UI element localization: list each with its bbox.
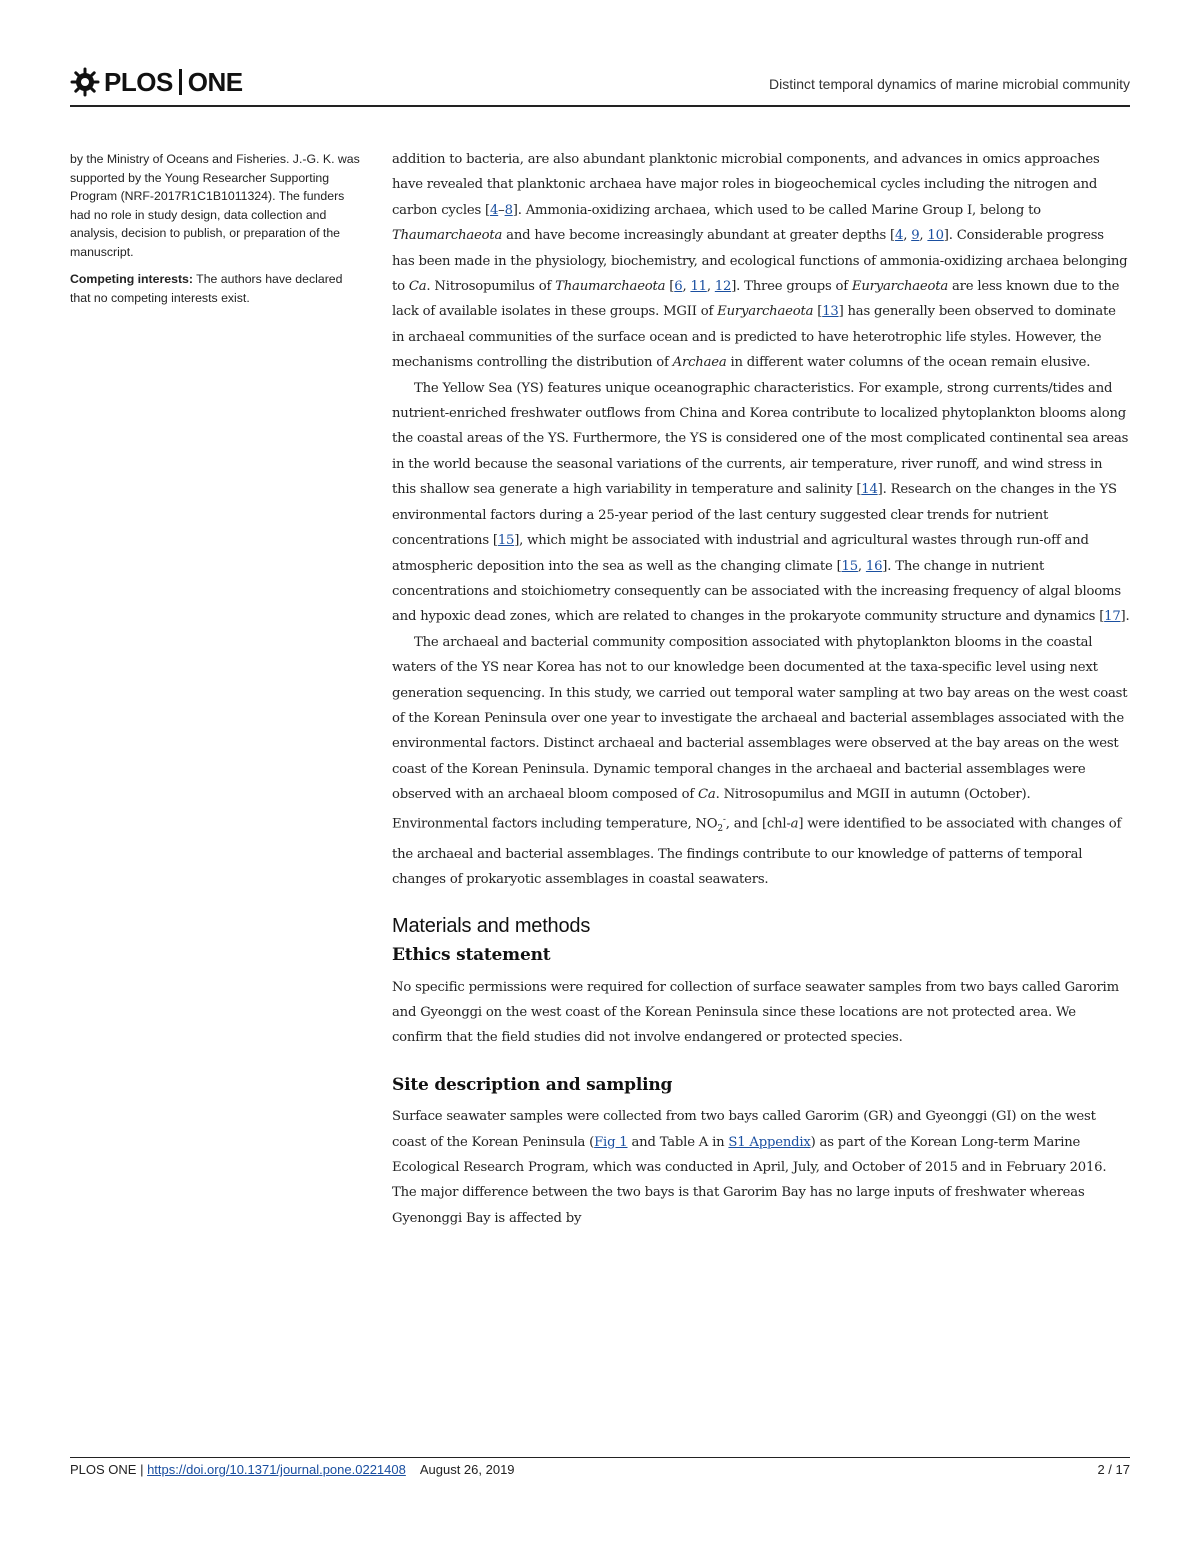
figure-link[interactable]: Fig 1 (594, 1134, 628, 1150)
logo-separator (179, 69, 182, 95)
citation-link[interactable]: 15 (841, 558, 858, 574)
paragraph-site: Surface seawater samples were collected from two bays called Garorim (GR) and Gyeonggi (GI) on the west coast of the Korean Peninsula (Fig 1 and Table A in S1 Appendix) as part of the Korean Long-term Marine Ecological Research Program, which was conducted in April, July, and October of 2015 and in February 2016. The major difference between the two bays is that Garorim Bay has no large inputs of freshwater whereas Gyenonggi Bay is affected by (392, 1109, 1107, 1226)
citation-link[interactable]: 8 (504, 202, 513, 218)
citation-link[interactable]: 13 (822, 304, 839, 320)
plos-one-logo (70, 66, 243, 98)
sidebar-notes (70, 150, 360, 316)
footer-separator: | (136, 1462, 148, 1477)
paragraph-archaea: addition to bacteria, are also abundant planktonic microbial components, and advances in omics approaches have revealed that planktonic archaea have major roles in biogeochemical cycles including the nitrogen and carbon cycles [4–8]. Ammonia-oxidizing archaea, which used to be called Marine Group I, belong to Thaumarchaeota and have become increasingly abundant at greater depths [4, 9, 10]. Considerable progress has been made in the physiology, biochemistry, and ecological functions of ammonia-oxidizing archaea belonging to Ca. Nitrosopumilus of Thaumarchaeota [6, 11, 12]. Three groups of Euryarchaeota are less known due to the lack of available isolates in these groups. MGII of Euryarchaeota [13] has generally been observed to dominate in archaeal communities of the surface ocean and is predicted to have heterotrophic life styles. However, the mechanisms controlling the distribution of Archaea in different water columns of the ocean remain elusive. (392, 152, 1128, 371)
citation-link[interactable]: 4 (895, 228, 904, 244)
citation-link[interactable]: 10 (927, 228, 944, 244)
appendix-link[interactable]: S1 Appendix (728, 1134, 811, 1150)
page-number: 2 / 17 (1097, 1462, 1130, 1477)
header-divider (70, 105, 1130, 107)
paragraph-study-aim: The archaeal and bacterial community composition associated with phytoplankton blooms in the coastal waters of the YS near Korea has not to our knowledge been documented at the taxa-specific level using next generation sequencing. In this study, we carried out temporal water sampling at two bay areas on the west coast of the Korean Peninsula over one year to investigate the archaeal and bacterial assemblages associated with the environmental factors. Distinct archaeal and bacterial assemblages were observed at the bay areas on the west coast of the Korean Peninsula. Dynamic temporal changes in the archaeal and bacterial assemblages were observed with an archaeal bloom composed of Ca. Nitrosopumilus and MGII in autumn (October). Environmental factors including temperature, $NO_2^-$, and [chl-a] were identified to be associated with changes of the archaeal and bacterial assemblages. The findings contribute to our knowledge of patterns of temporal changes of prokaryotic assemblages in coastal seawaters. (392, 634, 1128, 888)
subheading-site: Site description and sampling (392, 1074, 673, 1095)
doi-link[interactable]: https://doi.org/10.1371/journal.pone.0221408 (147, 1462, 406, 1477)
citation-link[interactable]: 6 (674, 279, 683, 295)
citation-link[interactable]: 16 (865, 558, 883, 574)
subheading-ethics: Ethics statement (392, 945, 551, 966)
page-footer (70, 1462, 1130, 1477)
citation-link[interactable]: 17 (1104, 609, 1121, 625)
publication-date: August 26, 2019 (419, 1462, 515, 1477)
page-header (70, 66, 1130, 106)
footer-divider (70, 1457, 1130, 1458)
section-heading-methods: Materials and methods (392, 914, 591, 937)
citation-link[interactable]: 12 (714, 279, 732, 295)
main-text (392, 147, 1130, 1231)
running-title: Distinct temporal dynamics of marine microbial community (769, 76, 1130, 92)
competing-interests (70, 270, 360, 307)
competing-interests-text: The authors have declared that no competing interests exist. (70, 272, 343, 305)
citation-link[interactable]: 14 (861, 482, 878, 498)
footer-journal: PLOS ONE (70, 1462, 137, 1477)
paragraph-yellow-sea: The Yellow Sea (YS) features unique oceanographic characteristics. For example, strong currents/tides and nutrient-enriched freshwater outflows from China and Korea contribute to localized phytoplankton blooms along the coastal areas of the YS. Furthermore, the YS is considered one of the most complicated continental sea areas in the world because the seasonal variations of the currents, air temperature, river runoff, and wind stress in this shallow sea generate a high variability in temperature and salinity [14]. Research on the changes in the YS environmental factors during a 25-year period of the last century suggested clear trends for nutrient concentrations [15], which might be associated with industrial and agricultural wastes through run-off and atmospheric deposition into the sea as well as the changing climate [15, 16]. The change in nutrient concentrations and stoichiometry consequently can be associated with the increasing frequency of algal blooms and hypoxic dead zones, which are related to changes in the prokaryote community structure and dynamics [17]. (392, 380, 1130, 625)
logo-text-one: ONE (187, 66, 243, 97)
citation-link[interactable]: 9 (911, 228, 920, 244)
paragraph-ethics: No specific permissions were required for collection of surface seawater samples from two bays called Garorim and Gyeonggi on the west coast of the Korean Peninsula since these locations are not protected area. We confirm that the field studies did not involve endangered or protected species. (392, 979, 1119, 1046)
funding-statement: by the Ministry of Oceans and Fisheries. J.-G. K. was supported by the Young Researcher Supporting Program (NRF-2017R1C1B1011324). The funders had no role in study design, data collection and analysis, decision to publish, or preparation of the manuscript. (70, 152, 360, 259)
citation-link[interactable]: 4 (489, 202, 499, 218)
citation-link[interactable]: 11 (690, 279, 707, 295)
plos-logo-icon (70, 67, 100, 97)
competing-interests-label: Competing interests: (70, 272, 193, 286)
logo-text-plos: PLOS (104, 66, 173, 97)
citation-link[interactable]: 15 (497, 533, 515, 549)
